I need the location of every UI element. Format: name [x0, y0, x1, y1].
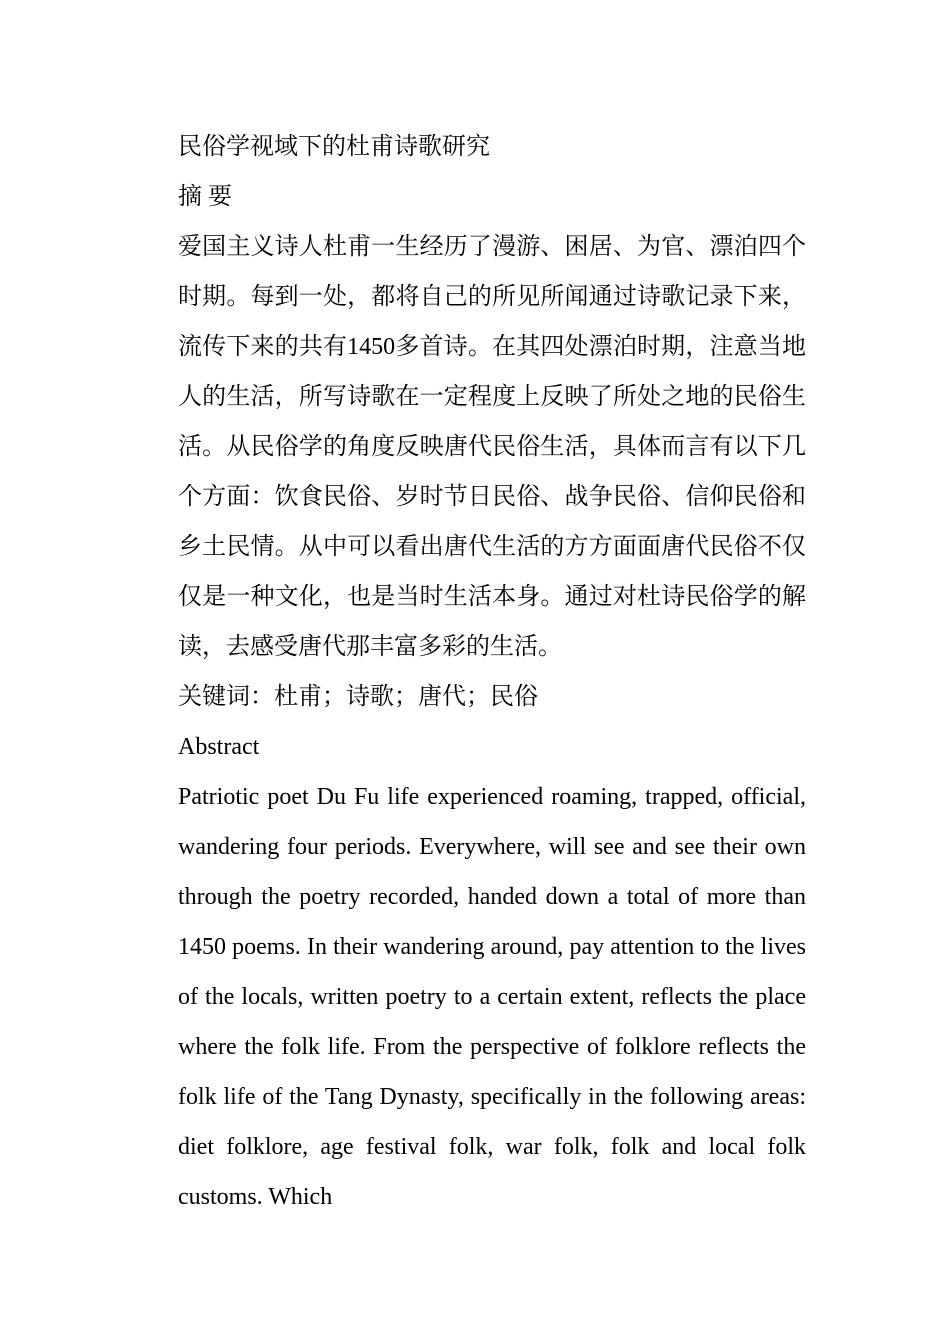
keyword-item: 唐代: [418, 684, 466, 710]
keyword-item: 民俗: [490, 684, 538, 710]
abstract-zh-heading: 摘 要: [178, 184, 232, 210]
keyword-item: 杜甫: [274, 684, 322, 710]
document-page: [178, 122, 806, 1222]
keyword-separator: ；: [394, 684, 418, 710]
keywords-label: 关键词：: [178, 684, 274, 710]
keyword-separator: ；: [322, 684, 346, 710]
abstract-en-heading: Abstract: [178, 734, 260, 760]
abstract-zh-body: 爱国主义诗人杜甫一生经历了漫游、困居、为官、漂泊四个时期。每到一处，都将自己的所见所闻通过诗歌记录下来，流传下来的共有1450多首诗。在其四处漂泊时期，注意当地人的生活，所写诗歌在一定程度上反映了所处之地的民俗生活。从民俗学的角度反映唐代民俗生活，具体而言有以下几个方面：饮食民俗、岁时节日民俗、战争民俗、信仰民俗和乡土民情。从中可以看出唐代生活的方方面面唐代民俗不仅仅是一种文化，也是当时生活本身。通过对杜诗民俗学的解读，去感受唐代那丰富多彩的生活。: [178, 234, 806, 660]
abstract-en-body: Patriotic poet Du Fu life experienced roaming, trapped, official, wandering four periods. Everywhere, will see and see their own through the poetry recorded, handed down a total of more than 1450 poems. In their wandering around, pay attention to the lives of the locals, written poetry to a certain extent, reflects the place where the folk life. From the perspective of folklore reflects the folk life of the Tang Dynasty, specifically in the following areas: diet folklore, age festival folk, war folk, folk and local folk customs. Which: [178, 784, 806, 1210]
document-title: 民俗学视域下的杜甫诗歌研究: [178, 134, 490, 160]
keywords-line: [178, 672, 806, 722]
keyword-separator: ；: [466, 684, 490, 710]
keyword-item: 诗歌: [346, 684, 394, 710]
